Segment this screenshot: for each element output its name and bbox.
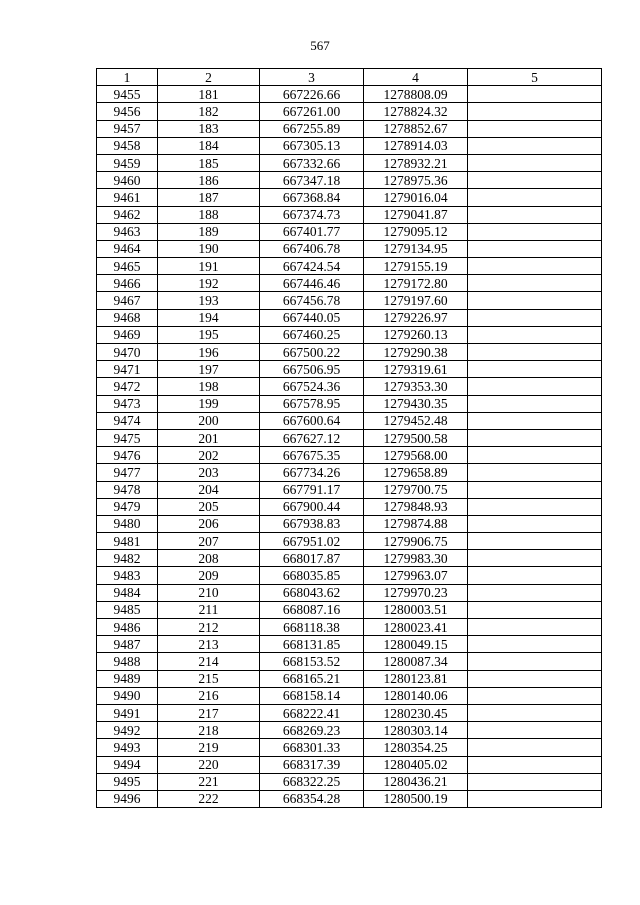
table-cell: 667401.77 — [260, 223, 364, 240]
table-cell: 667506.95 — [260, 361, 364, 378]
table-cell — [468, 154, 602, 171]
table-cell — [468, 172, 602, 189]
table-row — [97, 550, 602, 567]
table-cell — [468, 653, 602, 670]
table-cell — [468, 567, 602, 584]
table-cell: 184 — [158, 137, 260, 154]
table-cell — [468, 756, 602, 773]
table-cell: 1280140.06 — [364, 687, 468, 704]
table-row — [97, 687, 602, 704]
table-cell: 667424.54 — [260, 258, 364, 275]
table-cell: 1279290.38 — [364, 344, 468, 361]
table-row — [97, 137, 602, 154]
table-cell: 215 — [158, 670, 260, 687]
table-cell: 667261.00 — [260, 103, 364, 120]
table-cell: 197 — [158, 361, 260, 378]
table-cell: 202 — [158, 447, 260, 464]
table-cell — [468, 223, 602, 240]
table-cell: 9485 — [97, 601, 158, 618]
table-cell — [468, 687, 602, 704]
coordinates-table — [96, 68, 602, 808]
table-cell: 1280303.14 — [364, 722, 468, 739]
table-cell: 667305.13 — [260, 137, 364, 154]
table-cell: 217 — [158, 704, 260, 721]
table-cell — [468, 206, 602, 223]
table-body — [97, 86, 602, 808]
table-cell: 1279906.75 — [364, 533, 468, 550]
table-cell: 1279226.97 — [364, 309, 468, 326]
table-cell: 9495 — [97, 773, 158, 790]
table-cell: 210 — [158, 584, 260, 601]
table-cell: 1279658.89 — [364, 464, 468, 481]
table-cell: 667226.66 — [260, 86, 364, 103]
table-cell: 9462 — [97, 206, 158, 223]
table-cell: 667675.35 — [260, 447, 364, 464]
table-cell: 1280023.41 — [364, 619, 468, 636]
table-cell — [468, 189, 602, 206]
table-cell — [468, 292, 602, 309]
table-cell: 667460.25 — [260, 326, 364, 343]
table-cell: 9467 — [97, 292, 158, 309]
table-row — [97, 395, 602, 412]
table-cell: 1278914.03 — [364, 137, 468, 154]
table-cell: 213 — [158, 636, 260, 653]
table-cell: 9457 — [97, 120, 158, 137]
table-cell: 1279172.80 — [364, 275, 468, 292]
table-cell: 1278932.21 — [364, 154, 468, 171]
table-cell: 1280500.19 — [364, 790, 468, 807]
column-header: 3 — [260, 69, 364, 86]
table-cell — [468, 704, 602, 721]
table-cell: 1280230.45 — [364, 704, 468, 721]
table-cell — [468, 240, 602, 257]
table-row — [97, 86, 602, 103]
table-cell: 209 — [158, 567, 260, 584]
table-cell: 9459 — [97, 154, 158, 171]
table-cell: 9458 — [97, 137, 158, 154]
table-cell: 9477 — [97, 464, 158, 481]
table-cell: 667255.89 — [260, 120, 364, 137]
table-cell: 667332.66 — [260, 154, 364, 171]
table-cell — [468, 722, 602, 739]
table-cell: 668043.62 — [260, 584, 364, 601]
table-row — [97, 584, 602, 601]
table-cell — [468, 670, 602, 687]
table-cell: 668035.85 — [260, 567, 364, 584]
table-cell: 668269.23 — [260, 722, 364, 739]
table-cell: 206 — [158, 515, 260, 532]
table-cell: 668131.85 — [260, 636, 364, 653]
table-row — [97, 275, 602, 292]
table-cell — [468, 275, 602, 292]
table-cell: 9484 — [97, 584, 158, 601]
table-cell: 667500.22 — [260, 344, 364, 361]
table-row — [97, 240, 602, 257]
table-cell: 1279016.04 — [364, 189, 468, 206]
table-cell: 192 — [158, 275, 260, 292]
table-row — [97, 704, 602, 721]
table-cell: 187 — [158, 189, 260, 206]
header-row — [97, 69, 602, 86]
table-cell: 189 — [158, 223, 260, 240]
table-cell: 1279700.75 — [364, 481, 468, 498]
table-row — [97, 533, 602, 550]
table-cell: 207 — [158, 533, 260, 550]
table-cell: 9478 — [97, 481, 158, 498]
table-row — [97, 653, 602, 670]
table-cell: 211 — [158, 601, 260, 618]
table-cell — [468, 498, 602, 515]
table-cell: 1278975.36 — [364, 172, 468, 189]
table-cell: 9461 — [97, 189, 158, 206]
table-cell: 9474 — [97, 412, 158, 429]
table-row — [97, 515, 602, 532]
table-cell: 668118.38 — [260, 619, 364, 636]
table-row — [97, 103, 602, 120]
table-cell — [468, 739, 602, 756]
table-cell: 9473 — [97, 395, 158, 412]
table-cell: 1279963.07 — [364, 567, 468, 584]
table-cell: 9469 — [97, 326, 158, 343]
column-header: 4 — [364, 69, 468, 86]
table-cell: 203 — [158, 464, 260, 481]
table-cell: 204 — [158, 481, 260, 498]
table-row — [97, 292, 602, 309]
table-cell: 181 — [158, 86, 260, 103]
table-row — [97, 309, 602, 326]
table-cell: 667406.78 — [260, 240, 364, 257]
table-cell: 190 — [158, 240, 260, 257]
table-cell — [468, 258, 602, 275]
table-cell — [468, 515, 602, 532]
table-row — [97, 670, 602, 687]
table-cell: 1279260.13 — [364, 326, 468, 343]
table-cell: 216 — [158, 687, 260, 704]
table-cell — [468, 326, 602, 343]
table-cell: 9456 — [97, 103, 158, 120]
table-cell: 1279983.30 — [364, 550, 468, 567]
table-cell — [468, 86, 602, 103]
table-cell: 9468 — [97, 309, 158, 326]
table-cell: 1279319.61 — [364, 361, 468, 378]
table-row — [97, 756, 602, 773]
table-cell: 1280087.34 — [364, 653, 468, 670]
table-cell: 667791.17 — [260, 481, 364, 498]
table-cell — [468, 481, 602, 498]
table-cell: 1279500.58 — [364, 429, 468, 446]
table-cell — [468, 361, 602, 378]
table-cell: 182 — [158, 103, 260, 120]
table-cell: 1280405.02 — [364, 756, 468, 773]
table-cell: 667440.05 — [260, 309, 364, 326]
table-cell: 218 — [158, 722, 260, 739]
table-cell: 668222.41 — [260, 704, 364, 721]
table-cell: 1279353.30 — [364, 378, 468, 395]
table-cell: 9483 — [97, 567, 158, 584]
table-cell: 9490 — [97, 687, 158, 704]
table-cell — [468, 447, 602, 464]
table-cell: 667374.73 — [260, 206, 364, 223]
table-cell: 222 — [158, 790, 260, 807]
table-row — [97, 464, 602, 481]
table-cell: 9491 — [97, 704, 158, 721]
table-cell — [468, 429, 602, 446]
table-cell: 1279134.95 — [364, 240, 468, 257]
table-cell: 1279970.23 — [364, 584, 468, 601]
table-cell: 9475 — [97, 429, 158, 446]
table-row — [97, 172, 602, 189]
table-cell: 668087.16 — [260, 601, 364, 618]
table-cell: 667347.18 — [260, 172, 364, 189]
table-cell: 194 — [158, 309, 260, 326]
table-row — [97, 344, 602, 361]
table-cell: 220 — [158, 756, 260, 773]
table-cell: 667578.95 — [260, 395, 364, 412]
table-cell: 1278824.32 — [364, 103, 468, 120]
table-cell: 1279197.60 — [364, 292, 468, 309]
column-header: 2 — [158, 69, 260, 86]
table-row — [97, 378, 602, 395]
table-cell: 9460 — [97, 172, 158, 189]
table-cell: 9470 — [97, 344, 158, 361]
table-row — [97, 189, 602, 206]
table-row — [97, 120, 602, 137]
table-row — [97, 619, 602, 636]
table-cell: 668153.52 — [260, 653, 364, 670]
table-cell: 668317.39 — [260, 756, 364, 773]
table-cell: 191 — [158, 258, 260, 275]
table-cell: 1279874.88 — [364, 515, 468, 532]
table-row — [97, 447, 602, 464]
table-cell: 9492 — [97, 722, 158, 739]
table-cell — [468, 344, 602, 361]
table-cell: 188 — [158, 206, 260, 223]
table-cell: 1279041.87 — [364, 206, 468, 223]
table-cell — [468, 550, 602, 567]
table-cell: 208 — [158, 550, 260, 567]
table-cell: 668017.87 — [260, 550, 364, 567]
table-cell: 667627.12 — [260, 429, 364, 446]
table-cell — [468, 412, 602, 429]
table-cell: 1279155.19 — [364, 258, 468, 275]
table-cell: 205 — [158, 498, 260, 515]
table-cell: 9455 — [97, 86, 158, 103]
table-cell — [468, 309, 602, 326]
table-cell: 667734.26 — [260, 464, 364, 481]
table-cell: 1280049.15 — [364, 636, 468, 653]
table-row — [97, 412, 602, 429]
table-cell: 667951.02 — [260, 533, 364, 550]
table-cell: 1279452.48 — [364, 412, 468, 429]
table-cell: 9476 — [97, 447, 158, 464]
table-cell — [468, 790, 602, 807]
table-cell: 193 — [158, 292, 260, 309]
table-row — [97, 567, 602, 584]
table-cell: 1279568.00 — [364, 447, 468, 464]
table-cell: 214 — [158, 653, 260, 670]
table-cell — [468, 378, 602, 395]
table-row — [97, 498, 602, 515]
table-cell: 196 — [158, 344, 260, 361]
table-cell: 667456.78 — [260, 292, 364, 309]
table-row — [97, 154, 602, 171]
table-cell: 195 — [158, 326, 260, 343]
table-cell: 9493 — [97, 739, 158, 756]
table-row — [97, 429, 602, 446]
table-cell — [468, 395, 602, 412]
table-cell: 9466 — [97, 275, 158, 292]
table-cell: 1280003.51 — [364, 601, 468, 618]
table-cell — [468, 773, 602, 790]
table-cell: 9463 — [97, 223, 158, 240]
table-cell: 9481 — [97, 533, 158, 550]
table-cell: 667900.44 — [260, 498, 364, 515]
table-row — [97, 206, 602, 223]
table-cell: 668158.14 — [260, 687, 364, 704]
table-cell: 668322.25 — [260, 773, 364, 790]
table-row — [97, 481, 602, 498]
table-cell: 219 — [158, 739, 260, 756]
table-row — [97, 601, 602, 618]
table-cell: 668301.33 — [260, 739, 364, 756]
table-cell: 199 — [158, 395, 260, 412]
table-cell: 9487 — [97, 636, 158, 653]
table-cell: 668354.28 — [260, 790, 364, 807]
table-row — [97, 258, 602, 275]
column-header: 5 — [468, 69, 602, 86]
table-cell: 1279430.35 — [364, 395, 468, 412]
table-cell — [468, 601, 602, 618]
table-cell: 9496 — [97, 790, 158, 807]
table-cell: 1278852.67 — [364, 120, 468, 137]
table-cell: 183 — [158, 120, 260, 137]
table-cell: 9482 — [97, 550, 158, 567]
table-cell: 9494 — [97, 756, 158, 773]
table-cell: 9471 — [97, 361, 158, 378]
table-cell: 1280123.81 — [364, 670, 468, 687]
table-row — [97, 636, 602, 653]
table-cell: 221 — [158, 773, 260, 790]
page-number: 567 — [310, 38, 330, 53]
table-cell — [468, 120, 602, 137]
table-cell: 1279848.93 — [364, 498, 468, 515]
table-cell: 9488 — [97, 653, 158, 670]
table-cell — [468, 103, 602, 120]
table-cell: 9489 — [97, 670, 158, 687]
column-header: 1 — [97, 69, 158, 86]
table-cell: 667600.64 — [260, 412, 364, 429]
table-row — [97, 223, 602, 240]
table-cell: 9465 — [97, 258, 158, 275]
table-cell: 667446.46 — [260, 275, 364, 292]
table-row — [97, 790, 602, 807]
table-row — [97, 326, 602, 343]
table-cell: 198 — [158, 378, 260, 395]
table-cell: 668165.21 — [260, 670, 364, 687]
table-cell: 1280436.21 — [364, 773, 468, 790]
table-cell: 9464 — [97, 240, 158, 257]
table-row — [97, 722, 602, 739]
table-cell: 667368.84 — [260, 189, 364, 206]
table-cell — [468, 619, 602, 636]
table-cell: 212 — [158, 619, 260, 636]
table-cell — [468, 636, 602, 653]
table-cell: 186 — [158, 172, 260, 189]
table-cell: 9480 — [97, 515, 158, 532]
table-row — [97, 739, 602, 756]
table-cell — [468, 533, 602, 550]
table-cell: 9479 — [97, 498, 158, 515]
table-row — [97, 773, 602, 790]
table-cell: 9472 — [97, 378, 158, 395]
table-cell: 201 — [158, 429, 260, 446]
table-cell: 667938.83 — [260, 515, 364, 532]
table-cell — [468, 584, 602, 601]
table-cell: 200 — [158, 412, 260, 429]
table-cell: 1279095.12 — [364, 223, 468, 240]
table-cell: 667524.36 — [260, 378, 364, 395]
table-cell: 9486 — [97, 619, 158, 636]
table-cell — [468, 137, 602, 154]
table-cell: 185 — [158, 154, 260, 171]
table-cell: 1280354.25 — [364, 739, 468, 756]
table-row — [97, 361, 602, 378]
table-cell — [468, 464, 602, 481]
table-cell: 1278808.09 — [364, 86, 468, 103]
